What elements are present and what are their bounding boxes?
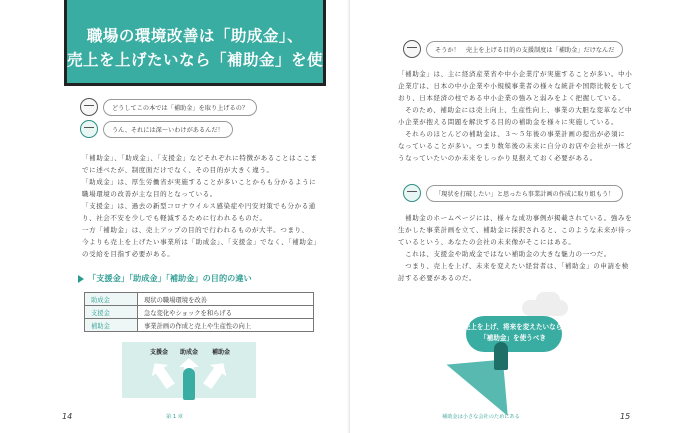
- table-value-cell: 現状の職場環境を改善: [138, 293, 314, 306]
- title-line-1: 職場の環境改善は「助成金」、: [86, 27, 304, 45]
- speech-text: [458, 322, 568, 344]
- paragraph-line: 「補助金」、「助成金」、「支援金」などそれぞれに特徴があることはここま: [82, 154, 318, 162]
- advisor-face-icon: [403, 184, 421, 202]
- paragraph-line: 「補助金」は、主に経済産業省や中小企業庁が実施することが多い。中小: [398, 70, 633, 78]
- paragraph-line: つまり、売上を上げ、未来を変えたい経営者は、「補助金」の申請を検: [398, 262, 629, 270]
- table-row: [85, 293, 314, 306]
- triangle-marker-icon: [78, 275, 84, 283]
- purpose-table: [84, 292, 314, 332]
- table-key-cell: 助成金: [85, 293, 138, 306]
- right-answer-row: [403, 184, 623, 202]
- paragraph-line: ているという、あなたの会社の未来像がそこにはある。: [398, 238, 576, 246]
- illus-label-support: 支援金: [150, 349, 169, 356]
- table-row: [85, 319, 314, 332]
- chapter-footer: 第 1 章: [166, 414, 183, 420]
- table-value-cell: 事業計画の作成と売上や生産性の向上: [138, 319, 314, 332]
- advisor-face-icon: [80, 120, 98, 138]
- page-number-left: 14: [62, 412, 73, 421]
- paragraph-line: 生かした事業計画を立て、補助金に採択されると、このような未来が待っ: [398, 226, 633, 234]
- paragraph-line: なっていることが多い。つまり数年後の未来に自分のお店や会社が一体ど: [398, 142, 633, 150]
- paragraph-line: 「支援金」は、過去の新型コロナウイルス感染症や円安対策でも分かる通: [82, 202, 316, 210]
- right-question-row: [403, 40, 623, 58]
- paragraph-line: そのため、補助金には売上向上、生産性向上、事業の大胆な変革など中: [398, 106, 633, 114]
- person-face-icon: [403, 40, 421, 58]
- section-heading: [78, 273, 252, 284]
- paragraph-line: 補助金のホームページには、様々な成功事例が掲載されている。強みを: [398, 214, 633, 222]
- cloud-icon: [536, 292, 560, 308]
- paragraph-line: の受給を目指す必要がある。: [82, 250, 175, 258]
- title-line-2: 売上を上げたいなら「補助金」を使う: [67, 51, 340, 69]
- paragraph-line: り、社会不安を少しでも軽減するために行われるものだ。: [82, 214, 267, 222]
- paragraph-line: でに述べたが、制度面だけでなく、その目的が大きく違う。: [82, 166, 274, 174]
- question-bubble: どうしてこの本では「補助金」を取り上げるの？: [103, 99, 257, 116]
- section-heading-text: 「支援金」「助成金」「補助金」の目的の違い: [88, 273, 252, 283]
- paragraph-line: 今よりも売上を上げたい事業所は「助成金」、「支援金」でなく、「補助金」: [82, 238, 321, 246]
- paragraph-line: 小企業が抱える問題を解決する目的の補助金を様々に実施している。: [398, 118, 619, 126]
- paragraph-line: おり、日本経済の柱である中小企業の強みと弱みをよく把握している。: [398, 94, 626, 102]
- table-key-cell: 支援金: [85, 306, 138, 319]
- paragraph-line: これは、支援金や助成金ではない補助金の大きな魅力の一つだ。: [398, 250, 611, 258]
- speech-line-2: 「補助金」を使うべき: [480, 334, 546, 342]
- seated-person-icon: [494, 342, 508, 370]
- person-face-icon: [80, 98, 98, 116]
- arrow-right-icon: [203, 367, 223, 389]
- speech-line-1: 売上を上げ、将来を変えたいなら: [463, 323, 563, 331]
- three-paths-illustration: [122, 342, 256, 398]
- body-text-left: [82, 152, 337, 260]
- arrow-left-icon: [155, 367, 175, 389]
- paragraph-line: 討する必要があるのだ。: [398, 274, 477, 282]
- illus-label-grant: 助成金: [180, 349, 199, 356]
- illus-label-subsidy: 補助金: [212, 349, 231, 356]
- body-text-right-1: [398, 68, 653, 164]
- answer-bubble: うん、それには深～いわけがあるんだ！: [103, 121, 233, 138]
- paragraph-line: 一方「補助金」は、売上アップの目的で行われるものが大半。つまり、: [82, 226, 309, 234]
- paragraph-line: 「助成金」は、厚生労働省が実施することが多いことからも分かるように: [82, 178, 317, 186]
- table-row: [85, 306, 314, 319]
- paragraph-line: うなっていたいのか未来をしっかり見据えておく必要がある。: [398, 154, 597, 162]
- table-key-cell: 補助金: [85, 319, 138, 332]
- question-row: [80, 98, 257, 116]
- paragraph-line: 企業庁は、日本の中小企業や小規模事業者の様々な統計や国際比較をして: [398, 82, 633, 90]
- body-text-right-2: [398, 212, 653, 284]
- answer-row: [80, 120, 233, 138]
- right-answer-bubble: 「現状を打破したい」と思ったら事業計画の作成に取り組もう！: [426, 185, 623, 202]
- person-figure-icon: [183, 368, 195, 400]
- page-number-right: 15: [620, 412, 631, 421]
- book-footer: 補助金は小さな会社のためにある: [442, 414, 520, 420]
- table-value-cell: 急な変化やショックを和らげる: [138, 306, 314, 319]
- paragraph-line: 職場環境の改善が主な目的となっている。: [82, 190, 217, 198]
- paragraph-line: それらのほとんどの補助金は、３～５年後の事業計画の提出が必須に: [398, 130, 626, 138]
- right-question-bubble: そうか！ 売上を上げる目的の支援制度は「補助金」だけなんだ: [426, 41, 623, 58]
- chapter-title-box: [64, 0, 340, 86]
